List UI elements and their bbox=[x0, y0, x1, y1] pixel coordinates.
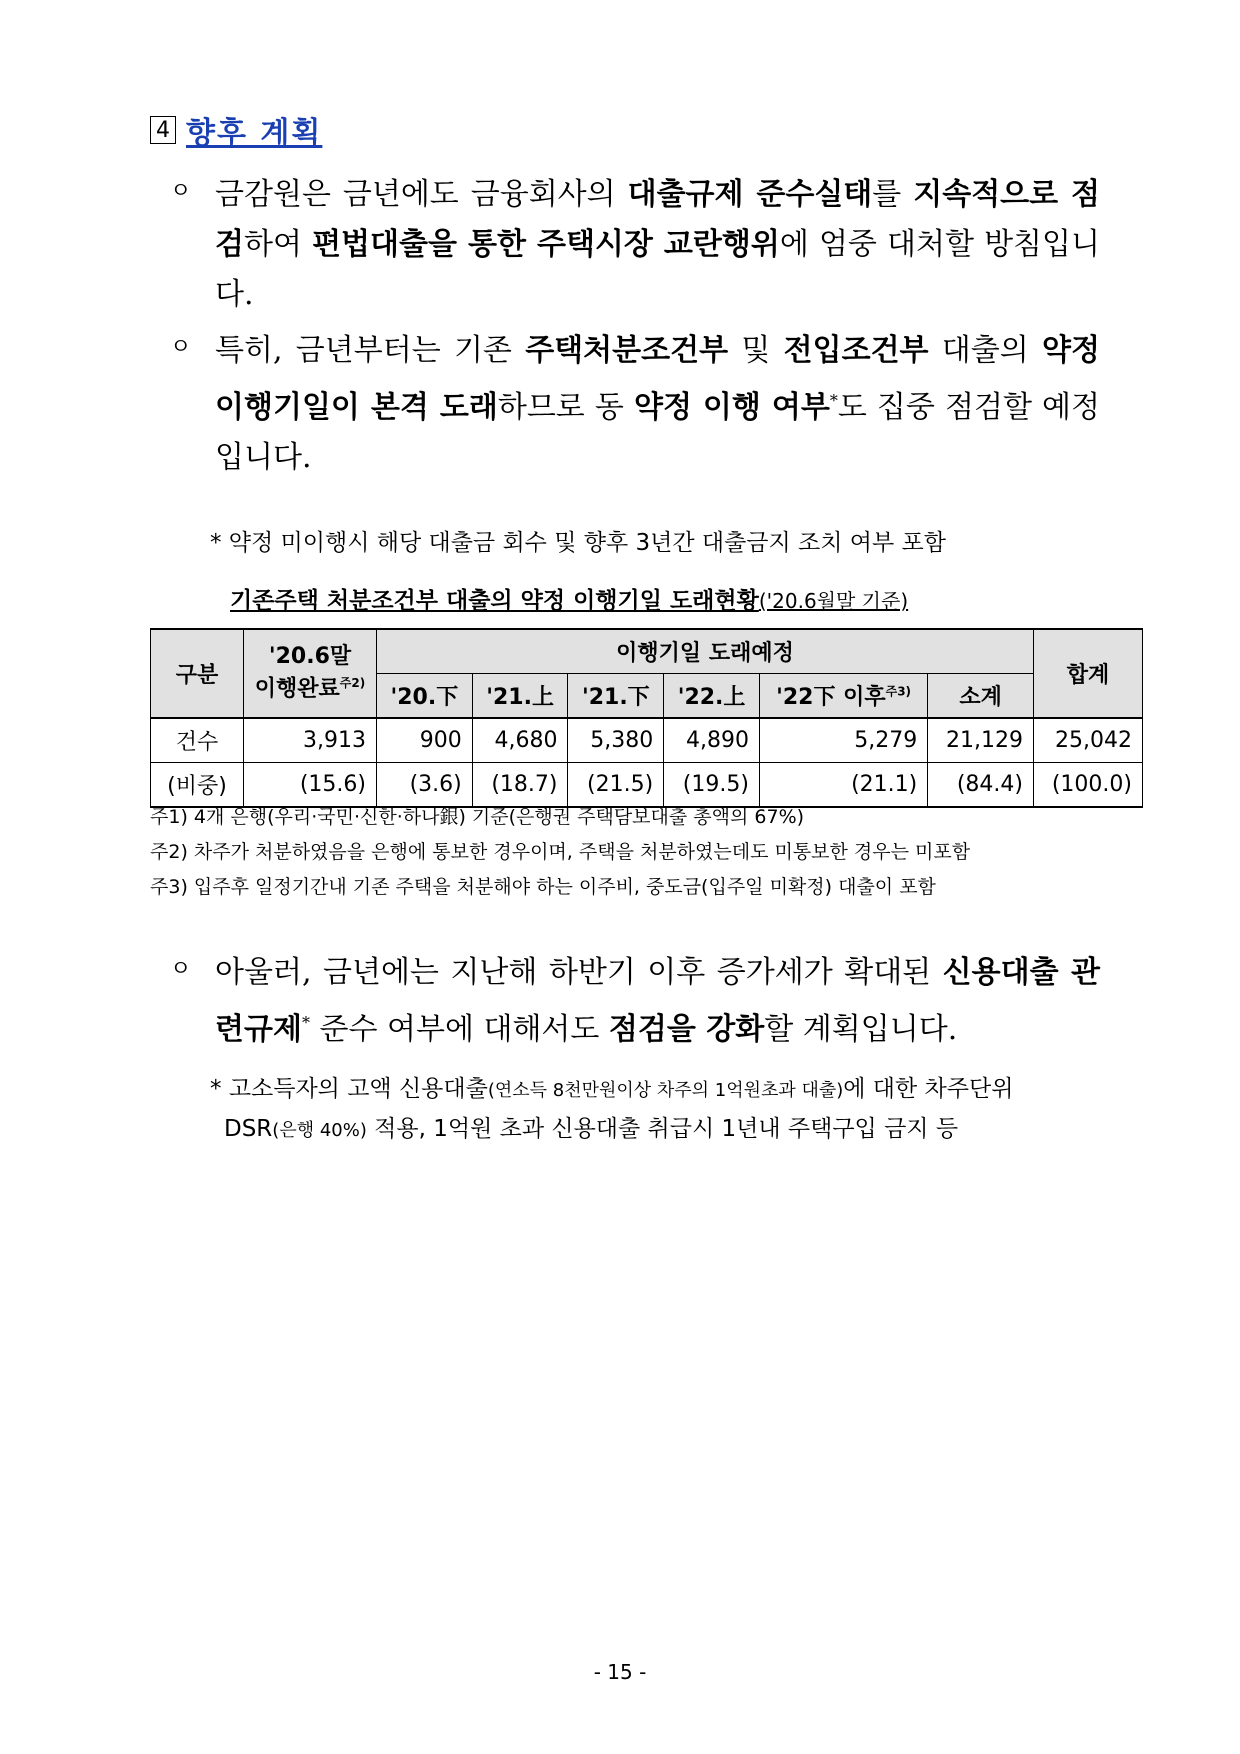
text-segment: 하여 bbox=[243, 227, 313, 262]
section-title: 향후 계획 bbox=[186, 116, 323, 151]
table-cell: (84.4) bbox=[928, 763, 1034, 808]
text-segment: 신용대출 관련규제 bbox=[215, 955, 1100, 1047]
col-header-total: 합계 bbox=[1034, 629, 1143, 718]
text-segment: 전입조건부 bbox=[783, 333, 929, 368]
text-segment: 하므로 동 bbox=[497, 390, 634, 425]
text-segment: 주택처분조건부 bbox=[525, 333, 729, 368]
text-segment: 도 집중 점검할 예정입니다. bbox=[215, 390, 1100, 475]
table-cell: 21,129 bbox=[928, 718, 1034, 763]
row-label: 건수 bbox=[151, 718, 244, 763]
text-segment: 및 bbox=[728, 333, 784, 368]
table-note: 주2) 차주가 처분하였음을 은행에 통보한 경우이며, 주택을 처분하였는데도 미통보한 경우는 미포함 bbox=[150, 841, 971, 863]
table-cell: (3.6) bbox=[377, 763, 473, 808]
text-segment: 대출규제 준수실태 bbox=[627, 177, 873, 212]
table-cell: 900 bbox=[377, 718, 473, 763]
loan-status-table bbox=[150, 628, 1143, 808]
col-header-period: '21.下 bbox=[568, 674, 664, 719]
bullet-mark: ㅇ bbox=[170, 335, 192, 360]
text-segment: 를 bbox=[872, 177, 914, 212]
table-cell: (100.0) bbox=[1034, 763, 1143, 808]
table-note: 주1) 4개 은행(우리·국민·신한·하나銀) 기준(은행권 주택담보대출 총액의 67%) bbox=[150, 806, 805, 828]
table-note: 주3) 입주후 일정기간내 기존 주택을 처분해야 하는 이주비, 중도금(입주일 미확정) 대출이 포함 bbox=[150, 876, 936, 898]
text-segment: * bbox=[829, 391, 838, 410]
text-segment: 약정 이행 여부 bbox=[633, 390, 830, 425]
col-header-completed: '20.6말 이행완료$^{주2)}$ bbox=[244, 629, 377, 718]
col-header-period: '21.上 bbox=[472, 674, 568, 719]
text-segment: 금감원은 금년에도 금융회사의 bbox=[215, 177, 628, 212]
col-header-period: '22.上 bbox=[664, 674, 760, 719]
table-cell: (21.5) bbox=[568, 763, 664, 808]
text-segment: * bbox=[301, 1013, 310, 1032]
section-heading bbox=[150, 108, 322, 152]
bullet-mark: ㅇ bbox=[170, 957, 192, 982]
text-segment: 지속적으로 점검 bbox=[215, 177, 1100, 262]
table-caption-main: 기존주택 처분조건부 대출의 약정 이행기일 도래현황 bbox=[230, 588, 759, 614]
table-cell: 4,680 bbox=[472, 718, 568, 763]
footnote-star-1: * 약정 미이행시 해당 대출금 회수 및 향후 3년간 대출금지 조치 여부 포함 bbox=[210, 530, 946, 556]
bullet-text bbox=[215, 326, 1100, 483]
col-header-subtotal: 소계 bbox=[928, 674, 1034, 719]
text-segment: 준수 여부에 대해서도 bbox=[309, 1012, 609, 1047]
col-header-period: '22下 이후$^{주3)}$ bbox=[759, 674, 927, 719]
bullet-text bbox=[215, 170, 1100, 320]
bullet-3 bbox=[170, 948, 1100, 1055]
table-cell: (19.5) bbox=[664, 763, 760, 808]
text-segment: 아울러, 금년에는 지난해 하반기 이후 증가세가 확대된 bbox=[215, 955, 943, 990]
col-header-category: 구분 bbox=[151, 629, 244, 718]
page-number: - 15 - bbox=[593, 1660, 647, 1684]
table-caption-sub: ('20.6월말 기준) bbox=[758, 589, 909, 613]
table-cell: 5,279 bbox=[759, 718, 927, 763]
text-segment: 약정 이행기일이 본격 도래 bbox=[215, 333, 1100, 425]
text-segment: 특히, 금년부터는 기존 bbox=[215, 333, 526, 368]
table-notes bbox=[150, 800, 970, 905]
text-segment: 편법대출을 통한 주택시장 교란행위 bbox=[312, 227, 780, 262]
table-cell: (21.1) bbox=[759, 763, 927, 808]
bullet-2 bbox=[170, 326, 1100, 483]
table-cell: (15.6) bbox=[244, 763, 377, 808]
text-segment: 할 계획입니다. bbox=[764, 1012, 958, 1047]
table-row bbox=[151, 718, 1143, 763]
text-segment: 대출의 bbox=[928, 333, 1043, 368]
table-cell: 3,913 bbox=[244, 718, 377, 763]
row-label: (비중) bbox=[151, 763, 244, 808]
table-cell: 25,042 bbox=[1034, 718, 1143, 763]
section-number-box: 4 bbox=[150, 116, 176, 144]
col-header-due-group: 이행기일 도래예정 bbox=[377, 629, 1034, 674]
table-caption bbox=[230, 582, 908, 615]
bullet-1 bbox=[170, 170, 1100, 320]
table-cell: 4,890 bbox=[664, 718, 760, 763]
bullet-mark: ㅇ bbox=[170, 179, 192, 204]
footnote-star-2: * 고소득자의 고액 신용대출(연소득 8천만원이상 차주의 1억원초과 대출)에 대한 차주단위 DSR(은행 40%) 적용, 1억원 초과 신용대출 취급시 1년내 주택구입 금지 등 bbox=[210, 1076, 1014, 1142]
col-header-period: '20.下 bbox=[377, 674, 473, 719]
bullet-text bbox=[215, 948, 1100, 1055]
table-cell: (18.7) bbox=[472, 763, 568, 808]
text-segment: 점검을 강화 bbox=[608, 1012, 765, 1047]
table-cell: 5,380 bbox=[568, 718, 664, 763]
text-segment: 에 엄중 대처할 방침입니다. bbox=[215, 227, 1100, 312]
